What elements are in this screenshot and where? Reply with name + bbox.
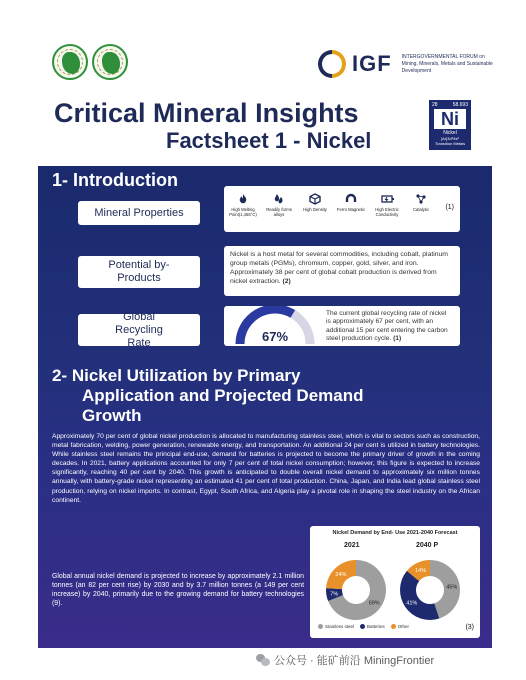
byproducts-label bbox=[78, 256, 200, 288]
mineral-properties-box bbox=[224, 186, 460, 232]
legend-label: Batteries bbox=[367, 624, 385, 629]
property-item bbox=[262, 192, 296, 217]
property-label: High Electric Conductivity bbox=[375, 207, 399, 217]
afdb-seal-logo bbox=[52, 44, 88, 80]
drop-icon bbox=[273, 192, 285, 204]
pie-slice-label: 14% bbox=[415, 568, 427, 575]
chart-year-2040: 2040 P bbox=[416, 542, 439, 549]
demand-chart-card bbox=[310, 526, 480, 638]
legend-item bbox=[318, 624, 354, 629]
property-item bbox=[404, 192, 438, 212]
section2-heading-line1: 2- Nickel Utilization by Primary bbox=[52, 366, 301, 385]
pie-slice-label: 24% bbox=[335, 571, 347, 578]
magnet-icon bbox=[345, 192, 357, 204]
afdb-fund-seal-logo bbox=[92, 44, 128, 80]
electron-config: [Ar]3d⁸4s² bbox=[441, 136, 459, 141]
igf-subtitle: INTERGOVERNMENTAL FORUM on Mining, Minerals, Metals and Sustainable Development bbox=[401, 53, 493, 74]
property-label: High Density bbox=[303, 207, 327, 212]
section2-paragraph: Approximately 70 per cent of global nickel production is allocated to manufacturing stainless steel, which is vital to sectors such as construction, metal fabrication, welding, power generation, renewable energy, and transportation. An additional 24 per cent is utilized in battery technologies. While stainless steel remains the principal end-use, demand for batteries is projected to become the primary driver of growth in the coming decades. In 2021, battery applications accounted for only 7 per cent of total nickel consumption; however, this figure is expected to increase significantly, reaching 40 per cent by 2040. This growth is anticipated to double overall nickel demand to approximately six million tonnes annually, with battery-grade nickel representing an estimated 41 per cent of total production. China, Japan, and India lead global stainless steel production, relying on nickel imports. In contrast, Egypt, South Africa, and Algeria play a pivotal role in shaping the steel industry on the African continent. bbox=[52, 433, 480, 504]
page-title: Critical Mineral Insights bbox=[54, 98, 359, 128]
watermark-text: 公众号 · 能矿前沿 MiningFrontier bbox=[274, 655, 435, 667]
igf-mark-icon bbox=[318, 50, 346, 78]
chart-title: Nickel Demand by End- Use 2021-2040 Forecast bbox=[332, 530, 458, 536]
element-name: Nickel bbox=[443, 130, 457, 136]
chart-legend bbox=[318, 624, 409, 629]
mineral-properties-label: Mineral Properties bbox=[78, 201, 200, 225]
pie-slice-label: 45% bbox=[446, 584, 458, 591]
factsheet-page bbox=[38, 36, 492, 648]
battery-icon bbox=[381, 192, 393, 204]
atomic-mass: 58.693 bbox=[452, 102, 468, 108]
partner-logos bbox=[52, 44, 128, 80]
igf-logo bbox=[318, 50, 494, 78]
atomic-number: 28 bbox=[432, 102, 438, 108]
byproducts-text: Nickel is a host metal for several commodities, including cobalt, platinum group metals (PGMs), chromium, copper, gold, silver, and iron. Approximately 38 per cent of global cobalt production is derived from nickel extraction. bbox=[230, 251, 448, 285]
flame-icon bbox=[237, 192, 249, 204]
property-label: High Melting Point(1,455°C) bbox=[229, 207, 257, 217]
chart-reference: (3) bbox=[465, 624, 474, 631]
legend-label: Other bbox=[397, 624, 410, 629]
recycling-value: 67% bbox=[261, 329, 289, 344]
pie-slice-label: 69% bbox=[368, 600, 380, 607]
section1-heading: 1- Introduction bbox=[52, 170, 178, 190]
property-item bbox=[334, 192, 368, 212]
property-label: Ferro Magnetic bbox=[336, 207, 366, 212]
recycling-gauge bbox=[226, 306, 324, 346]
byproducts-text-box bbox=[224, 246, 460, 296]
element-symbol: Ni bbox=[434, 109, 466, 129]
property-label: Catalytic bbox=[412, 207, 430, 212]
igf-name: IGF bbox=[352, 51, 392, 76]
property-item bbox=[226, 192, 260, 217]
recycling-label-text: Global Recycling Rate bbox=[115, 310, 163, 349]
legend-item bbox=[391, 624, 409, 629]
nickel-element-tile bbox=[429, 100, 471, 150]
pie-slice-label: 41% bbox=[406, 600, 418, 607]
chart-year-2021: 2021 bbox=[344, 542, 360, 549]
wechat-icon bbox=[256, 654, 270, 666]
molecule-icon bbox=[415, 192, 427, 204]
page-subtitle: Factsheet 1 - Nickel bbox=[166, 128, 372, 153]
section2-heading-line2: Application and Projected Demand bbox=[82, 386, 364, 405]
recycling-reference: (1) bbox=[393, 335, 402, 343]
element-category: Transition Metals bbox=[434, 141, 466, 146]
properties-reference: (1) bbox=[445, 204, 454, 211]
legend-label: Stainless steel bbox=[325, 624, 355, 629]
legend-item bbox=[360, 624, 385, 629]
recycling-label bbox=[78, 310, 200, 349]
property-item bbox=[370, 192, 404, 217]
section2-heading-line3: Growth bbox=[82, 406, 142, 425]
wechat-watermark bbox=[256, 652, 434, 668]
pie-slice-label: 7% bbox=[330, 591, 339, 598]
property-label: Readily forms alloys bbox=[266, 207, 292, 217]
recycling-rate-box bbox=[224, 306, 460, 346]
property-item bbox=[298, 192, 332, 212]
byproducts-label-text: Potential by-Products bbox=[108, 259, 170, 284]
demand-paragraph: Global annual nickel demand is projected to increase by approximately 2.1 million tonnes (an 82 per cent rise) by 2030 and by 3.7 million tonnes (a 149 per cent increase) by 2040, primarily due to the growing demand for battery technologies (9). bbox=[52, 573, 304, 608]
donut-charts bbox=[310, 550, 480, 630]
cube-icon bbox=[309, 192, 321, 204]
recycling-text: The current global recycling rate of nickel is approximately 67 per cent, with an additional 15 per cent entering the carbon steel production cycle. bbox=[326, 310, 448, 343]
recycling-text-wrap bbox=[326, 310, 452, 344]
byproducts-reference: (2) bbox=[282, 278, 291, 285]
